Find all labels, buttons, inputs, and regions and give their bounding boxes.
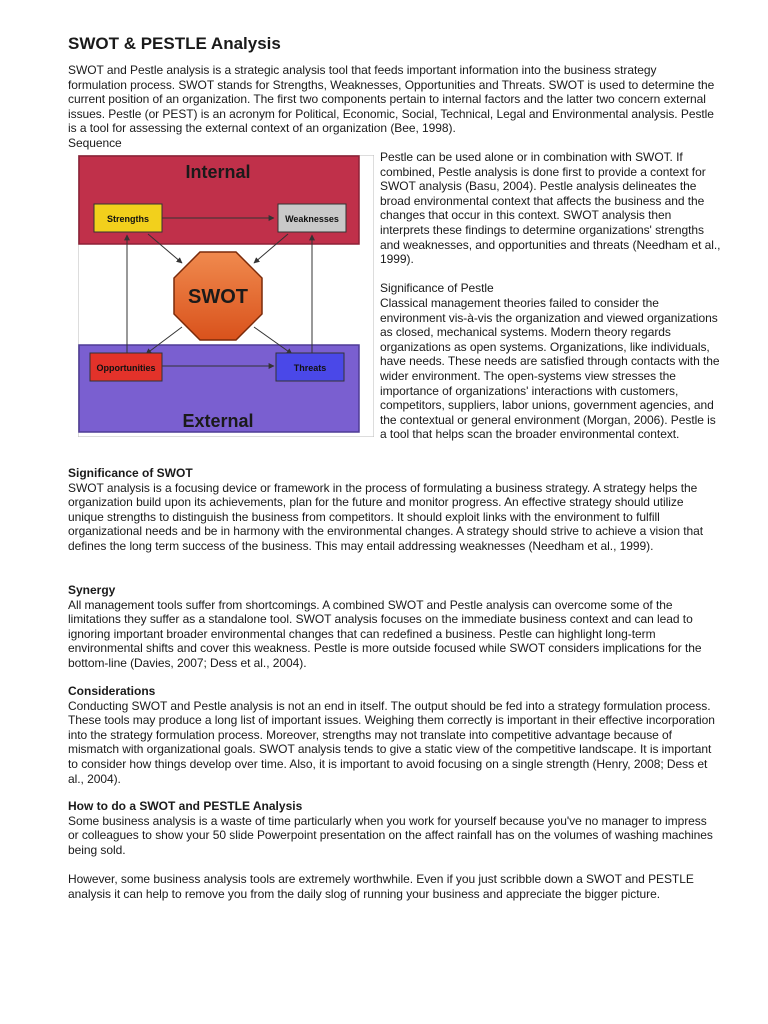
swot-octagon <box>174 252 262 340</box>
section-heading: Considerations <box>68 684 156 698</box>
section-body: SWOT analysis is a focusing device or framework in the process of formulating a business strategy. A strategy helps the organization build upon its achievements, plan for the future and monitor progress. An effective strategy should utilize unique strengths to distinguish the business from competitors. It should exploit links with the environment to fulfill organizational needs and be in harmony with the environmental changes. A strategy should strive to achieve a vision that defines the long term success of the business. This may entail addressing weaknesses (Needham et al., 1999). <box>68 480 704 553</box>
swot-center-label: SWOT <box>188 286 248 308</box>
section-body: Some business analysis is a waste of time particularly when you work for yourself because you've no manager to impress or colleagues to show your 50 slide Powerpoint presentation on the affect rainfall has on the volumes of washing machines being sold. <box>68 813 713 857</box>
section-significance-swot <box>68 466 720 554</box>
page-title: SWOT & PESTLE Analysis <box>68 34 281 53</box>
pestle-combination-paragraph: Pestle can be used alone or in combination with SWOT. If combined, Pestle analysis is done first to provide a context for SWOT analysis (Basu, 2004). Pestle analysis delineates the broad environmental context that affects the business and the changes that occur in this context. SWOT analysis then interprets these findings to determine organizations' strengths and weaknesses, and opportunities and threats (Needham et al., 1999). <box>380 150 721 267</box>
strengths-box <box>94 204 162 232</box>
internal-label: Internal <box>185 162 251 182</box>
strengths-label: Strengths <box>106 214 150 224</box>
opportunities-label: Opportunities <box>96 363 156 373</box>
weaknesses-label: Weaknesses <box>285 214 339 224</box>
sequence-label: Sequence <box>68 135 122 150</box>
section-heading: Synergy <box>68 583 116 597</box>
section-heading: How to do a SWOT and PESTLE Analysis <box>68 799 303 813</box>
external-label: External <box>182 411 254 431</box>
section-considerations <box>68 684 720 786</box>
section-body: All management tools suffer from shortcomings. A combined SWOT and Pestle analysis can overcome some of the limitations they suffer as a standalone tool. SWOT analysis focuses on the immediate business context and can lead to ignoring important broader environmental changes that can redefined a business. Pestle can highlight long-term environmental shifts and cover this weakness. Pestle is more outside focused while SWOT considers implications for the bottom-line (Davies, 2007; Dess et al., 2004). <box>68 597 702 670</box>
opportunities-box <box>90 353 162 381</box>
significance-pestle-heading: Significance of Pestle <box>380 281 494 296</box>
weaknesses-box <box>278 204 346 232</box>
threats-label: Threats <box>293 363 327 373</box>
section-body-continued: However, some business analysis tools are extremely worthwhile. Even if you just scribble down a SWOT and PESTLE analysis it can help to remove you from the daily slog of running your business and appreciate the bigger picture. <box>68 871 694 901</box>
right-column <box>380 150 722 442</box>
intro-block <box>68 63 718 151</box>
significance-pestle-paragraph: Classical management theories failed to consider the environment vis-à-vis the organization and viewed organizations as closed, mechanical systems. Modern theory regards organizations as open systems. Organizations, like individuals, have needs. These needs are satisfied through contacts with the wider environment. The open-systems view stresses the importance of organizations' interactions with customers, competitors, suppliers, labor unions, government agencies, and the contextual or general environment (Morgan, 2006). Pestle is a tool that helps scan the broader environmental context. <box>380 295 720 442</box>
threats-box <box>276 353 344 381</box>
section-body: Conducting SWOT and Pestle analysis is not an end in itself. The output should be fed into a strategy formulation process. These tools may produce a long list of important issues. Weighing them correctly is important in their effective incorporation into the strategy formulation process. Moreover, strengths may not translate into competitive advantage because of mismatch with organizational goals. SWOT analysis tends to give a static view of the competitive landscape. It is important to consider how things develop over time. Also, it is important to avoid focusing on a single strength (Henry, 2008; Dess et al., 2004). <box>68 698 715 786</box>
intro-paragraph: SWOT and Pestle analysis is a strategic analysis tool that feeds important information into the business strategy formulation process. SWOT stands for Strengths, Weaknesses, Opportunities and Threats. SWOT is used to determine the current position of an organization. The first two components pertain to internal factors and the latter two concern external issues. Pestle (or PEST) is an acronym for Political, Economic, Social, Technical, Legal and Environmental analysis. Pestle is a tool for assessing the external context of an organization (Bee, 1998). <box>68 63 715 136</box>
section-synergy <box>68 583 720 671</box>
swot-diagram <box>78 155 374 437</box>
section-heading: Significance of SWOT <box>68 466 193 480</box>
section-how-to <box>68 799 720 901</box>
